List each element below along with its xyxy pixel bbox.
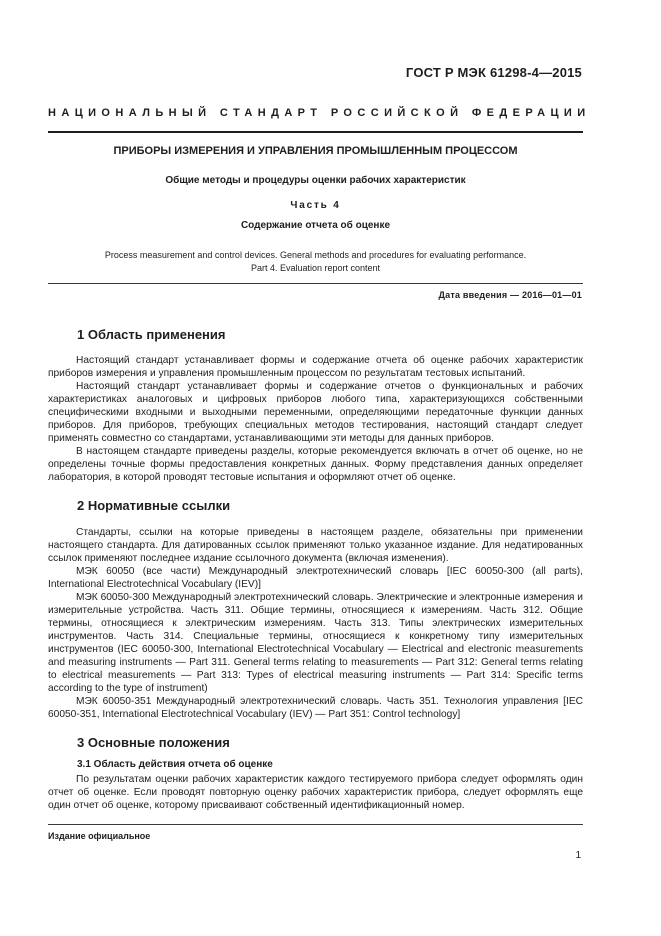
edition-label: Издание официальное <box>48 831 151 841</box>
national-standard-banner: НАЦИОНАЛЬНЫЙ СТАНДАРТ РОССИЙСКОЙ ФЕДЕРАЦИИ <box>48 107 591 119</box>
effective-date: Дата введения — 2016—01—01 <box>438 290 582 300</box>
english-title-line2: Part 4. Evaluation report content <box>250 263 381 273</box>
section-3-paragraph-1: По результатам оценки рабочих характеристик каждого тестируемого прибора следует оформлять один отчет об оценке. Если проводят повторную оценку рабочих характеристик прибора, следует оформлять еще один отчет об оценке, которому присваивают собственный идентификационный номер. <box>48 774 583 811</box>
section-1-paragraph-3: В настоящем стандарте приведены разделы, которые рекомендуется включать в отчет об оценке, но не определены точные формы предоставления конкретных данных. Форму представления данных определяет лаборатория, в которой проводят тестовые испытания и оформляют отчет об оценке. <box>48 446 583 483</box>
part-number: Часть 4 <box>290 200 341 211</box>
section-1-paragraph-1: Настоящий стандарт устанавливает формы и содержание отчета об оценке рабочих характеристик приборов измерения и управления промышленным процессом по результатам тестовых испытаний. <box>48 355 583 379</box>
header-rule <box>48 131 583 133</box>
section-2-paragraph-1: Стандарты, ссылки на которые приведены в настоящем разделе, обязательны при применении настоящего стандарта. Для датированных ссылок применяют только указанное издание. Для недатированных ссылок применяют последнее издание ссылочного документа (включая изменения). <box>48 527 583 564</box>
document-title: ПРИБОРЫ ИЗМЕРЕНИЯ И УПРАВЛЕНИЯ ПРОМЫШЛЕННЫМ ПРОЦЕССОМ <box>113 145 518 157</box>
page-number: 1 <box>575 850 581 861</box>
section-2-heading: 2 Нормативные ссылки <box>77 498 231 513</box>
footer-rule <box>48 824 583 825</box>
section-3-1-heading: 3.1 Область действия отчета об оценке <box>77 759 273 770</box>
section-1-paragraph-2: Настоящий стандарт устанавливает формы и содержание отчетов о функциональных и рабочих характеристиках аналоговых и цифровых приборов любого типа, характеризующихся собственными специфическими входными и выходными переменными, определяющими передаточные функции данных приборов. Для приборов, требующих специальных методов тестирования, настоящий стандарт следует применять совместно со стандартами, устанавливающими эти методы для данных приборов. <box>48 381 583 444</box>
section-1-heading: 1 Область применения <box>77 327 226 342</box>
english-title-line1: Process measurement and control devices. General methods and procedures for evaluating performance. <box>104 250 527 260</box>
section-2-paragraph-3: МЭК 60050-300 Международный электротехнический словарь. Электрические и электронные измерения и измерительные устройства. Часть 311. Общие термины, относящиеся к измерениям. Часть 312. Общие термины, относящиеся к электрическим измерениям. Часть 313. Типы электрических измерительных инструментов. Часть 314. Специальные термины, относящиеся к конкретному типу измерительных инструментов (IEC 60050-300, International Electrotechnical Vocabulary — Electrical and electronic measurements and measuring instruments — Part 311. General terms relating to measurements — Part 312: General terms relating to electrical measurements — Part 313: Types of electrical measuring instruments — Part 314: Specific terms according to the type of instrument) <box>48 592 583 694</box>
section-2-paragraph-2: МЭК 60050 (все части) Международный электротехнический словарь [IEC 60050-300 (all parts), International Electrotechnical Vocabulary (IEV)] <box>48 566 583 590</box>
title-rule <box>48 283 583 284</box>
section-2-paragraph-4: МЭК 60050-351 Международный электротехнический словарь. Часть 351. Технология управления [IEC 60050-351, International Electrotechnical Vocabulary (IEV) — Part 351: Control technology] <box>48 696 583 720</box>
section-3-heading: 3 Основные положения <box>77 735 230 750</box>
part-title: Содержание отчета об оценке <box>240 220 391 231</box>
document-subtitle: Общие методы и процедуры оценки рабочих характеристик <box>165 175 466 186</box>
standard-code: ГОСТ Р МЭК 61298-4—2015 <box>405 65 582 80</box>
